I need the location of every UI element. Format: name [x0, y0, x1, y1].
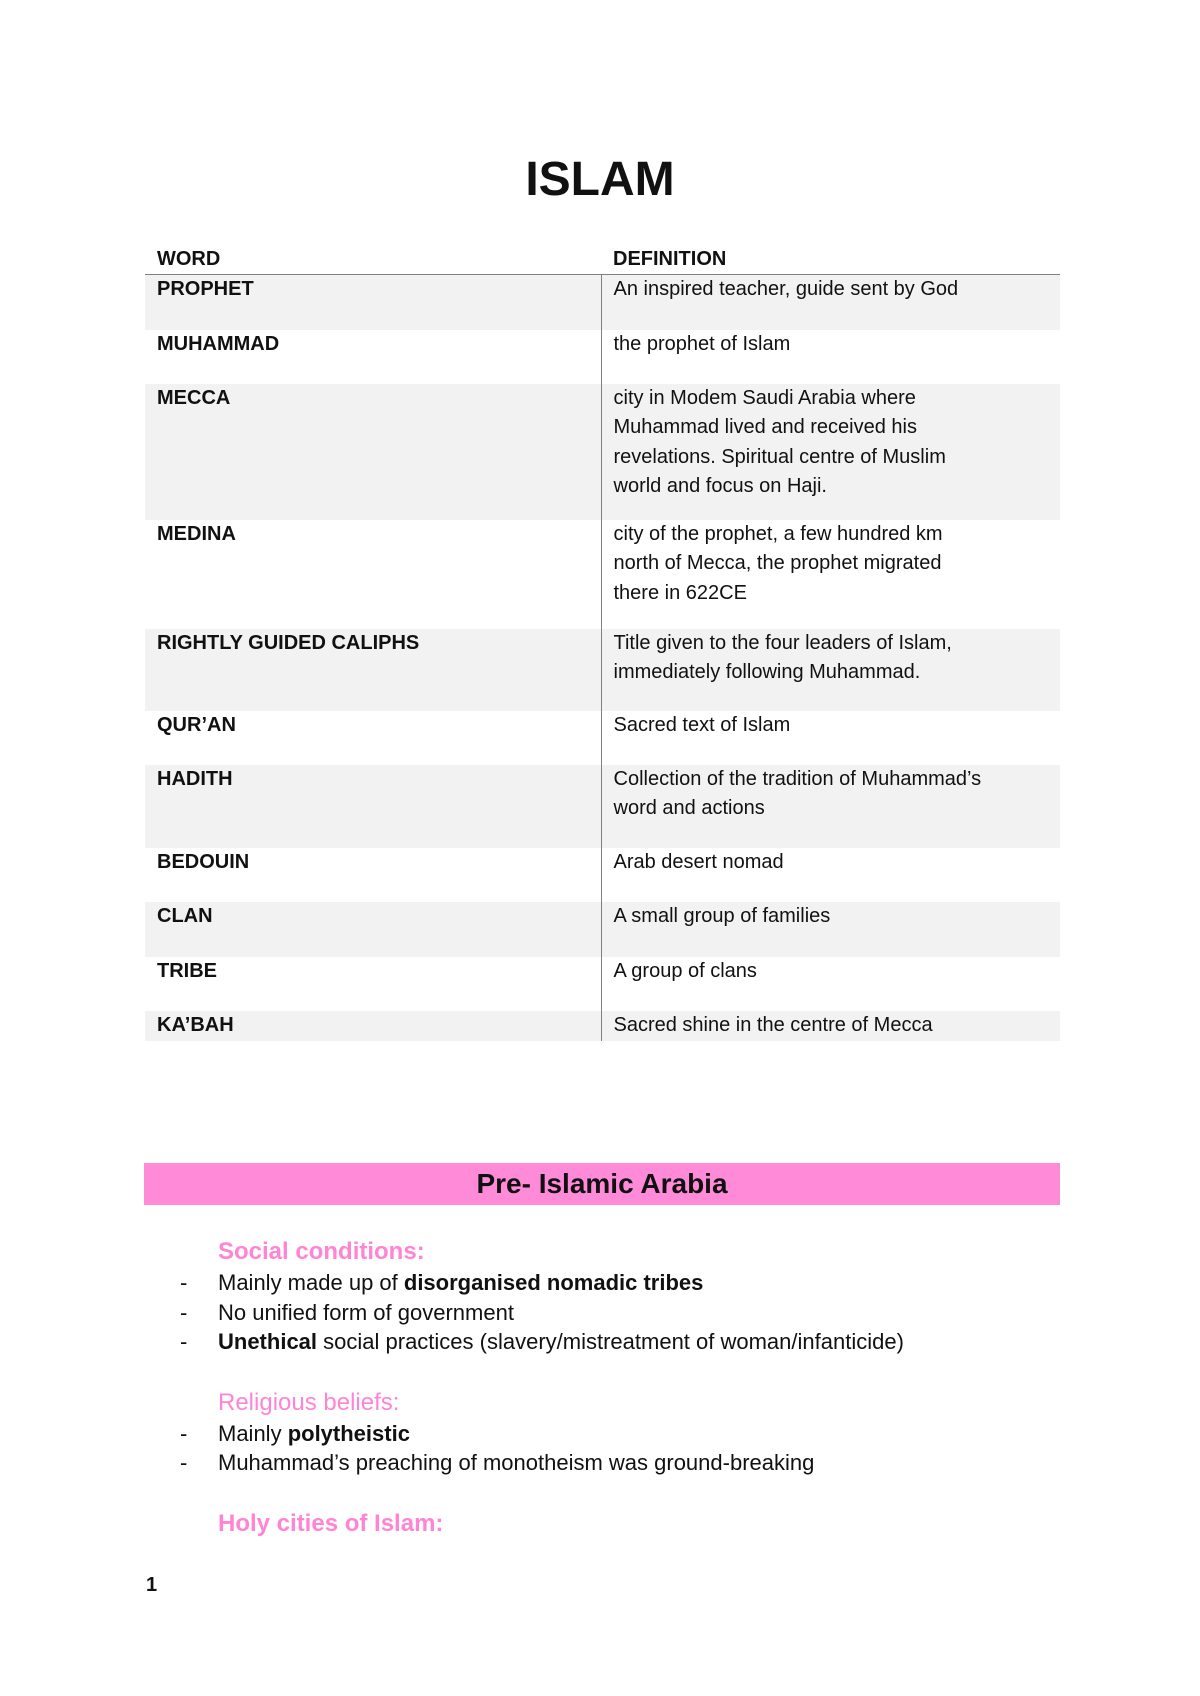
dash-bullet-icon: -: [180, 1329, 188, 1354]
definition-line: Sacred shine in the centre of Mecca: [613, 1013, 933, 1036]
term-cell: QUR’AN: [157, 713, 236, 736]
vocabulary-table-body: [145, 275, 1060, 1041]
table-row: [145, 330, 1060, 384]
definition-line: word and actions: [613, 797, 765, 819]
word-column-header: WORD: [145, 244, 601, 275]
text-run: Mainly made up of: [218, 1270, 404, 1295]
subsection-heading: Holy cities of Islam:: [218, 1509, 444, 1537]
subsection-heading: Social conditions:: [218, 1238, 425, 1265]
definition-line: Sacred text of Islam: [613, 713, 791, 736]
bullet-item: [180, 1268, 1040, 1298]
definition-cell: [601, 848, 1060, 902]
table-row: [145, 957, 1060, 1011]
term-cell: MUHAMMAD: [157, 332, 280, 355]
bold-text: polytheistic: [287, 1420, 410, 1446]
term-cell: PROPHET: [145, 275, 601, 330]
definition-line: immediately following Muhammad.: [613, 661, 921, 683]
table-row: [145, 848, 1060, 902]
definition-line: the prophet of Islam: [613, 332, 791, 355]
table-row: [145, 629, 1060, 711]
definition-cell: [601, 275, 1060, 330]
table-row: [145, 711, 1060, 765]
bullet-list: [180, 1419, 1040, 1478]
definition-cell: [601, 765, 1060, 848]
table-header-row: [145, 244, 1060, 275]
definition-line: Title given to the four leaders of Islam,: [613, 631, 952, 654]
page-title: ISLAM: [525, 153, 675, 206]
section-heading-bar: Pre- Islamic Arabia: [144, 1163, 1060, 1205]
term-cell: HADITH: [145, 765, 601, 848]
term-cell: BEDOUIN: [157, 850, 250, 873]
definition-line: Collection of the tradition of Muhammad’s: [613, 767, 982, 790]
term-cell: MEDINA: [157, 522, 236, 545]
definition-cell: [601, 902, 1060, 957]
term-cell: KA’BAH: [145, 1011, 601, 1041]
definition-line: A small group of families: [613, 904, 831, 927]
term-cell: CLAN: [145, 902, 601, 957]
table-row: [145, 520, 1060, 629]
section-notes: [180, 1236, 1040, 1540]
bold-text: disorganised nomadic tribes: [403, 1270, 704, 1295]
text-run: Muhammad’s preaching of monotheism was ground-breaking: [218, 1450, 815, 1475]
bullet-item: [180, 1419, 1040, 1449]
bullet-item: [180, 1448, 1040, 1478]
term-cell: RIGHTLY GUIDED CALIPHS: [145, 629, 601, 711]
dash-bullet-icon: -: [180, 1450, 188, 1475]
table-row: [145, 765, 1060, 848]
definition-cell: [601, 1011, 1060, 1041]
bullet-list: [180, 1268, 1040, 1357]
dash-bullet-icon: -: [180, 1420, 188, 1446]
definition-cell: [601, 629, 1060, 711]
text-run: Mainly: [218, 1420, 288, 1446]
bullet-item: [180, 1298, 1040, 1328]
subsection-heading: Religious beliefs:: [218, 1388, 400, 1416]
table-row: [145, 902, 1060, 957]
vocabulary-table: [145, 244, 1060, 1041]
term-cell: MECCA: [145, 384, 601, 520]
text-run: social practices (slavery/mistreatment of woman/infanticide): [317, 1329, 904, 1354]
definition-cell: [601, 711, 1060, 765]
definition-cell: [601, 957, 1060, 1011]
table-row: [145, 1011, 1060, 1041]
term-cell: TRIBE: [157, 959, 217, 982]
table-row: [145, 384, 1060, 520]
table-row: [145, 275, 1060, 330]
definition-line: An inspired teacher, guide sent by God: [613, 278, 959, 300]
definition-cell: [601, 330, 1060, 384]
definition-line: there in 622CE: [613, 581, 747, 604]
bold-text: Unethical: [218, 1329, 318, 1354]
definition-line: city in Modem Saudi Arabia where: [613, 386, 916, 409]
bullet-item: [180, 1327, 1040, 1357]
definition-column-header: DEFINITION: [601, 244, 1060, 275]
definition-line: north of Mecca, the prophet migrated: [613, 552, 942, 574]
dash-bullet-icon: -: [180, 1270, 188, 1295]
definition-line: world and focus on Haji.: [613, 475, 827, 497]
definition-line: city of the prophet, a few hundred km: [613, 522, 943, 545]
dash-bullet-icon: -: [180, 1299, 188, 1325]
definition-cell: [601, 384, 1060, 520]
definition-line: Arab desert nomad: [613, 850, 784, 873]
definition-line: revelations. Spiritual centre of Muslim: [613, 445, 946, 468]
definition-line: A group of clans: [613, 959, 757, 982]
definition-cell: [601, 520, 1060, 629]
definition-line: Muhammad lived and received his: [613, 416, 917, 438]
text-run: No unified form of government: [218, 1299, 514, 1325]
page-number: 1: [146, 1574, 158, 1596]
